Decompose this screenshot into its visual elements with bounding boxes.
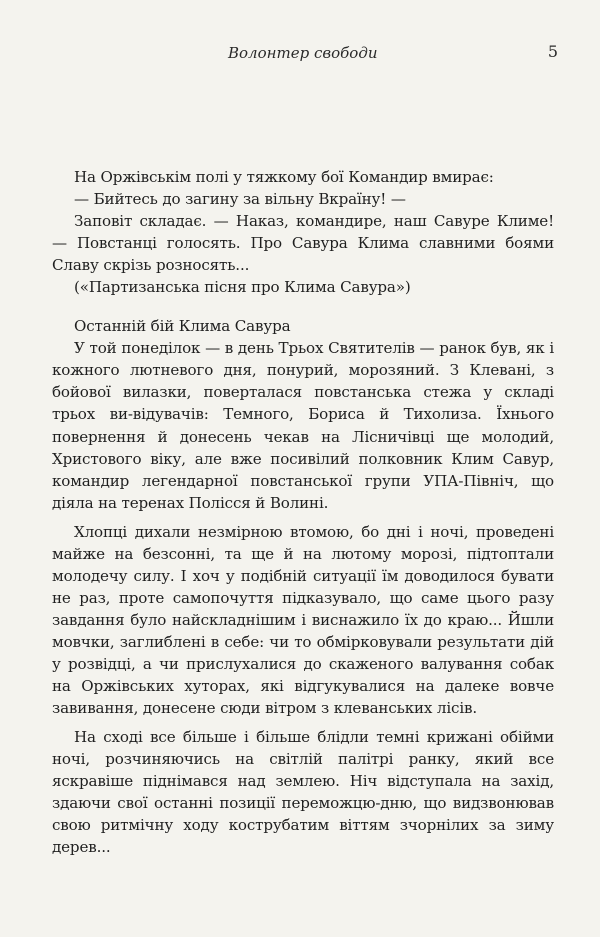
body-text (52, 166, 554, 858)
running-title: Волонтер свободи (228, 44, 378, 62)
poem-stanza: Заповіт складає. — Наказ, командире, наш Савуре Климе! — Повстанці голосять. Про Савура Клима славними боями Славу скрізь розносять... (52, 212, 554, 275)
section-heading: Останній бій Клима Савура (74, 317, 291, 336)
page-number: 5 (547, 42, 558, 61)
paragraph: У той понеділок — в день Трьох Святителів — ранок був, як і кожного лютневого дня, понурий, морозяний. З Клевані, з бойової вилазки, поверталася повстанська стежа у складі трьох ви-відувачів: Темного, Бориса й Тихолиза. Їхнього повернення й донесень чекав на Лісничівці ще молодий, Христового віку, але вже посивілий полковник Клим Савур, командир легендарної повстанської групи УПА-Північ, що діяла на теренах Полісся й Волині. (52, 339, 554, 512)
paragraph: На сході все більше і більше блідли темні крижані обійми ночі, розчиняючись на світлій палітрі ранку, який все яскравіше піднімався над землею. Ніч відступала на захід, здаючи свої останні позиції переможцю-дню, що видзвонював свою ритмічну ходу кострубатим віттям зчорнілих за зиму дерев... (52, 728, 554, 857)
paragraph: Хлопці дихали незмірною втомою, бо дні і ночі, проведені майже на безсонні, та ще й на лютому морозі, підтоптали молодечу силу. І хоч у подібній ситуації їм доводилося бувати не раз, проте самопочуття підказувало, що саме цього разу завдання було найскладнішим і виснажило їх до краю... Йшли мовчки, заглиблені в себе: чи то обмірковували результати дій у розвідці, а чи прислухалися до скаженого валування собак на Оржівських хуторах, які відгукувалися на далеке вовче завивання, донесене сюди вітром з клеванських лісів. (52, 522, 554, 718)
poem-line-2: — Бийтесь до загину за вільну Вкраїну! — (74, 190, 406, 209)
poem-line-1: На Оржівськім полі у тяжкому бої Командир вмирає: (74, 168, 494, 186)
poem-source: («Партизанська пісня про Клима Савура») (74, 278, 411, 297)
